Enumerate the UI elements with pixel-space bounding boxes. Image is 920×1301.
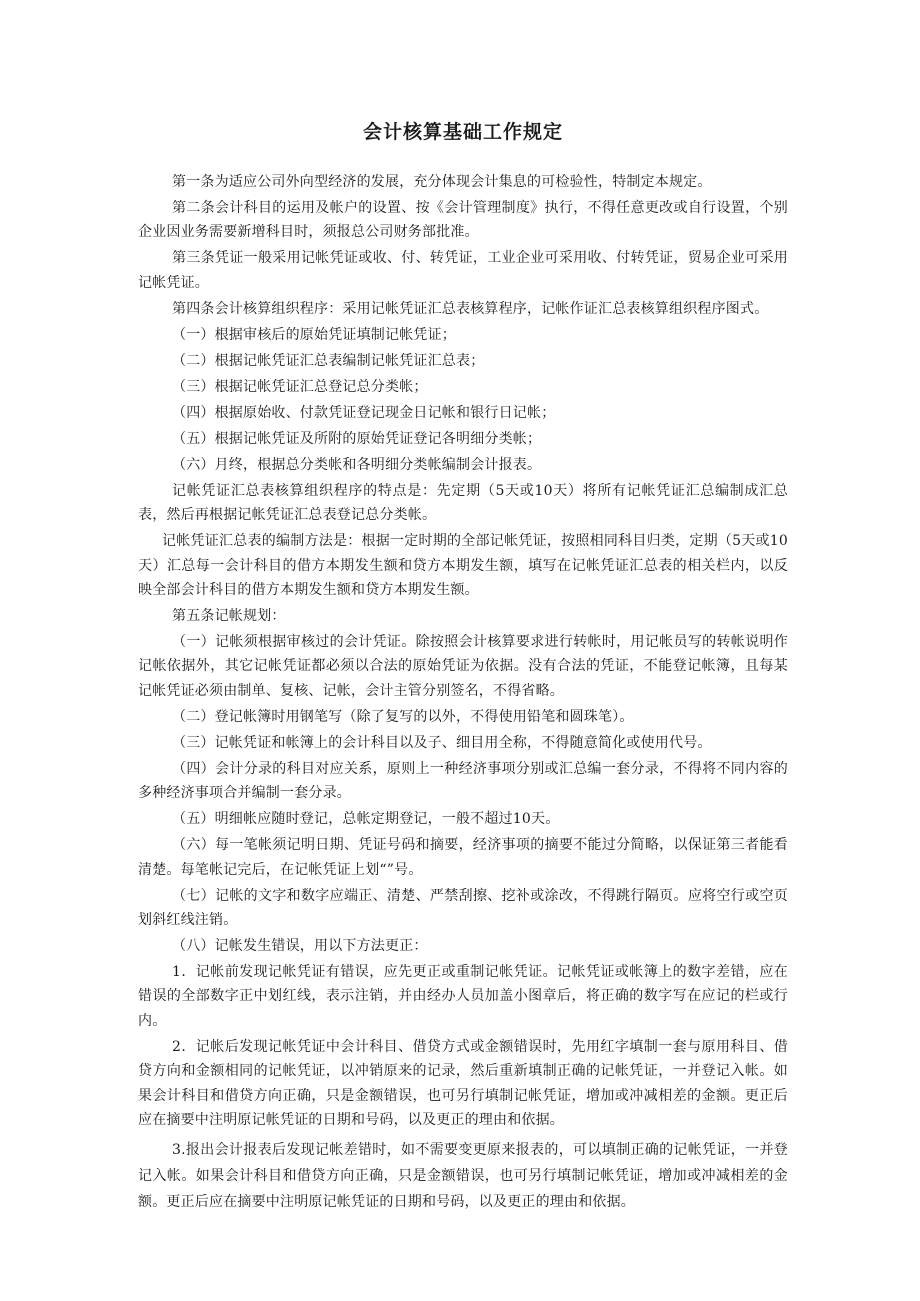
rule-3: （三）记帐凭证和帐簿上的会计科目以及子、细目用全称，不得随意简化或使用代号。: [172, 734, 712, 751]
correction-method-2: 2．记帐后发现记帐凭证中会计科目、借贷方式或金额错误时，先用红字填制一套与原用科目、借贷方向和金额相同的记帐凭证，以冲销原来的记录，然后重新填制正确的记帐凭证，一并登记入帐。如果会计科目和借贷方向正确，只是金额错误，也可另行填制记帐凭证，增加或冲减相差的金额。更正后应在摘要中注明原记帐凭证的日期和号码，以及更正的理由和依据。: [138, 1038, 788, 1129]
summary-method: 记帐凭证汇总表的编制方法是：根据一定时期的全部记帐凭证，按照相同科目归类，定期（5天或10天）汇总每一会计科目的借方本期发生额和贷方本期发生额，填写在记帐凭证汇总表的相关栏内，以反映全部会计科目的借方本期发生额和贷方本期发生额。: [138, 533, 788, 599]
article-2: 第二条会计科目的运用及帐户的设置、按《会计管理制度》执行，不得任意更改或自行设置，个别企业因业务需要新增科目时，须报总公司财务部批准。: [138, 200, 788, 241]
procedure-step-3: （三）根据记帐凭证汇总登记总分类帐；: [172, 378, 428, 395]
procedure-step-4: （四）根据原始收、付款凭证登记现金日记帐和银行日记帐；: [172, 404, 556, 421]
correction-method-1: 1．记帐前发现记帐凭证有错误，应先更正或重制记帐凭证。记帐凭证或帐簿上的数字差错，应在错误的全部数字正中划红线，表示注销，并由经办人员加盖小图章后，将正确的数字写在应记的栏或行内。: [138, 964, 788, 1029]
document-title: 会计核算基础工作规定: [362, 121, 563, 143]
rule-4: （四）会计分录的科目对应关系，原则上一种经济事项分别或汇总编一套分录，不得将不同内容的多种经济事项合并编制一套分录。: [138, 760, 788, 802]
correction-method-3: 3.报出会计报表后发现记帐差错时，如不需要变更原来报表的，可以填制正确的记帐凭证，一并登记入帐。如果会计科目和借贷方向正确，只是金额错误，也可另行填制记帐凭证，增加或冲减相差的金额。更正后应在摘要中注明原记帐凭证的日期和号码，以及更正的理由和依据。: [138, 1141, 788, 1210]
rule-2: （二）登记帐簿时用钢笔写（除了复写的以外，不得使用铅笔和圆珠笔）。: [172, 708, 634, 725]
procedure-step-2: （二）根据记帐凭证汇总表编制记帐凭证汇总表；: [172, 352, 485, 369]
procedure-step-5: （五）根据记帐凭证及所附的原始凭证登记各明细分类帐；: [172, 430, 542, 447]
rule-5: （五）明细帐应随时登记，总帐定期登记，一般不超过10天。: [172, 811, 560, 828]
rule-1: （一）记帐须根据审核过的会计凭证。除按照会计核算要求进行转帐时，用记帐员写的转帐说明作记帐依据外，其它记帐凭证都必须以合法的原始凭证为依据。没有合法的凭证，不能登记帐簿，且每某记帐凭证必须由制单、复核、记帐，会计主管分别签名，不得省略。: [138, 634, 788, 699]
rule-6: （六）每一笔帐须记明日期、凭证号码和摘要，经济事项的摘要不能过分简略，以保证第三者能看清楚。每笔帐记完后，在记帐凭证上划“”号。: [138, 837, 788, 878]
article-4: 第四条会计核算组织程序：采用记帐凭证汇总表核算程序，记帐作证汇总表核算组织程序图式。: [172, 300, 769, 317]
article-5: 第五条记帐规划：: [172, 608, 286, 625]
rule-7: （七）记帐的文字和数字应端正、清楚、严禁刮擦、挖补或涂改，不得跳行隔页。应将空行或空页划斜红线注销。: [138, 887, 788, 929]
procedure-features: 记帐凭证汇总表核算组织程序的特点是：先定期（5天或10天）将所有记帐凭证汇总编制成汇总表，然后再根据记帐凭证汇总表登记总分类帐。: [138, 482, 788, 524]
article-1: 第一条为适应公司外向型经济的发展，充分体现会计集息的可检验性，特制定本规定。: [172, 174, 712, 190]
article-3: 第三条凭证一般采用记帐凭证或收、付、转凭证，工业企业可采用收、付转凭证，贸易企业可采用记帐凭证。: [138, 250, 788, 291]
rule-8: （八）记帐发生错误，用以下方法更正：: [172, 938, 428, 955]
document-body: [138, 170, 788, 1216]
procedure-step-6: （六）月终，根据总分类帐和各明细分类帐编制会计报表。: [172, 456, 542, 473]
procedure-step-1: （一）根据审核后的原始凭证填制记帐凭证；: [172, 326, 456, 343]
